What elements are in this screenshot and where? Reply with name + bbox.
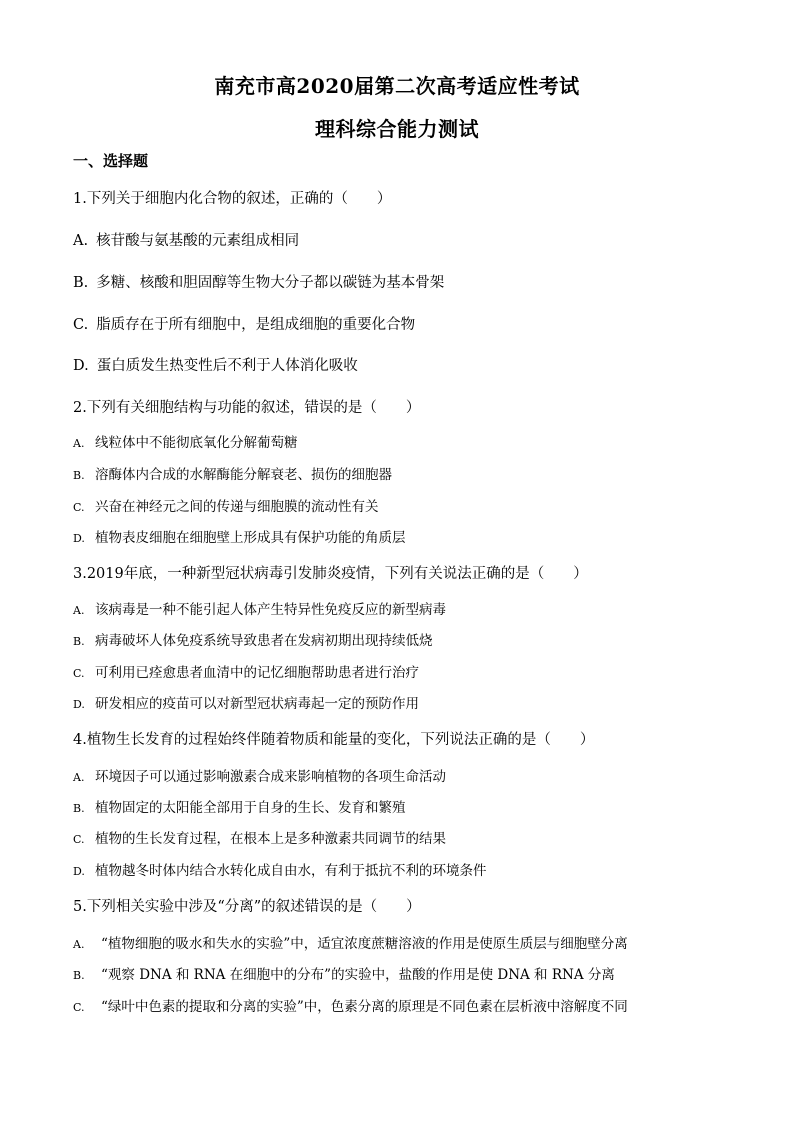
option-text: 线粒体中不能彻底氧化分解葡萄糖 [95, 435, 298, 451]
option-row [73, 526, 406, 546]
option-row [73, 827, 446, 847]
option-label: A. [73, 938, 85, 951]
option-label: C. [73, 833, 85, 846]
option-label: D. [73, 358, 89, 374]
option-label: A. [73, 771, 85, 784]
option-row [73, 431, 298, 451]
option-row [73, 229, 299, 250]
option-row [73, 463, 392, 483]
option-text: 病毒破坏人体免疫系统导致患者在发病初期出现持续低烧 [95, 633, 433, 649]
option-row [73, 598, 446, 618]
option-row [73, 313, 415, 334]
option-row [73, 932, 628, 952]
option-row [73, 692, 419, 712]
option-label: A. [73, 437, 85, 450]
option-label: C. [73, 667, 85, 680]
option-label: B. [73, 635, 85, 648]
option-label: D. [73, 865, 85, 878]
option-row [73, 354, 358, 375]
option-row [73, 495, 379, 515]
option-row [73, 859, 487, 879]
option-text: 脂质存在于所有细胞中，是组成细胞的重要化合物 [96, 317, 416, 333]
question-stem: 1.下列关于细胞内化合物的叙述，正确的（ ） [73, 191, 392, 207]
option-row [73, 765, 446, 785]
exam-subtitle: 理科综合能力测试 [315, 117, 479, 141]
option-row [73, 629, 433, 649]
option-label: A. [73, 233, 89, 249]
option-text: 蛋白质发生热变性后不利于人体消化吸收 [96, 358, 358, 374]
option-label: B. [73, 469, 85, 482]
option-text: 植物固定的太阳能全部用于自身的生长、发育和繁殖 [95, 800, 406, 816]
option-text: 多糖、核酸和胆固醇等生物大分子都以碳链为基本骨架 [96, 275, 445, 291]
option-text: “植物细胞的吸水和失水的实验”中，适宜浓度蔗糖溶液的作用是使原生质层与细胞壁分离 [101, 936, 628, 952]
option-text: 该病毒是一种不能引起人体产生特异性免疫反应的新型病毒 [95, 602, 446, 618]
question-stem: 3.2019年底，一种新型冠状病毒引发肺炎疫情，下列有关说法正确的是（ ） [73, 566, 588, 582]
option-label: C. [73, 1001, 85, 1014]
option-label: B. [73, 275, 89, 291]
option-row [73, 661, 419, 681]
option-label: D. [73, 532, 85, 545]
option-text: “绿叶中色素的提取和分离的实验”中，色素分离的原理是不同色素在层析液中溶解度不同 [101, 999, 628, 1015]
option-text: 研发相应的疫苗可以对新型冠状病毒起一定的预防作用 [95, 696, 419, 712]
option-label: C. [73, 317, 89, 333]
question-stem: 4.植物生长发育的过程始终伴随着物质和能量的变化，下列说法正确的是（ ） [73, 732, 595, 748]
option-label: D. [73, 698, 85, 711]
option-row [73, 995, 628, 1015]
option-label: A. [73, 604, 85, 617]
question-stem: 2.下列有关细胞结构与功能的叙述，错误的是（ ） [73, 400, 421, 416]
question-stem: 5.下列相关实验中涉及“分离”的叙述错误的是（ ） [73, 899, 421, 915]
option-row [73, 271, 444, 292]
exam-title: 南充市高2020届第二次高考适应性考试 [214, 74, 580, 98]
option-label: B. [73, 802, 85, 815]
option-text: 兴奋在神经元之间的传递与细胞膜的流动性有关 [95, 499, 379, 515]
option-text: “观察 DNA 和 RNA 在细胞中的分布”的实验中，盐酸的作用是使 DNA 和 RNA 分离 [101, 967, 615, 983]
option-label: C. [73, 501, 85, 514]
option-text: 核苷酸与氨基酸的元素组成相同 [96, 233, 300, 249]
option-text: 可利用已痊愈患者血清中的记忆细胞帮助患者进行治疗 [95, 665, 419, 681]
section-heading: 一、选择题 [73, 152, 149, 170]
option-text: 溶酶体内合成的水解酶能分解衰老、损伤的细胞器 [95, 467, 392, 483]
option-row [73, 796, 406, 816]
option-text: 植物越冬时体内结合水转化成自由水，有利于抵抗不利的环境条件 [95, 863, 487, 879]
option-text: 植物的生长发育过程，在根本上是多种激素共同调节的结果 [95, 831, 446, 847]
option-label: B. [73, 969, 85, 982]
option-row [73, 963, 615, 983]
option-text: 环境因子可以通过影响激素合成来影响植物的各项生命活动 [95, 769, 446, 785]
option-text: 植物表皮细胞在细胞壁上形成具有保护功能的角质层 [95, 530, 406, 546]
